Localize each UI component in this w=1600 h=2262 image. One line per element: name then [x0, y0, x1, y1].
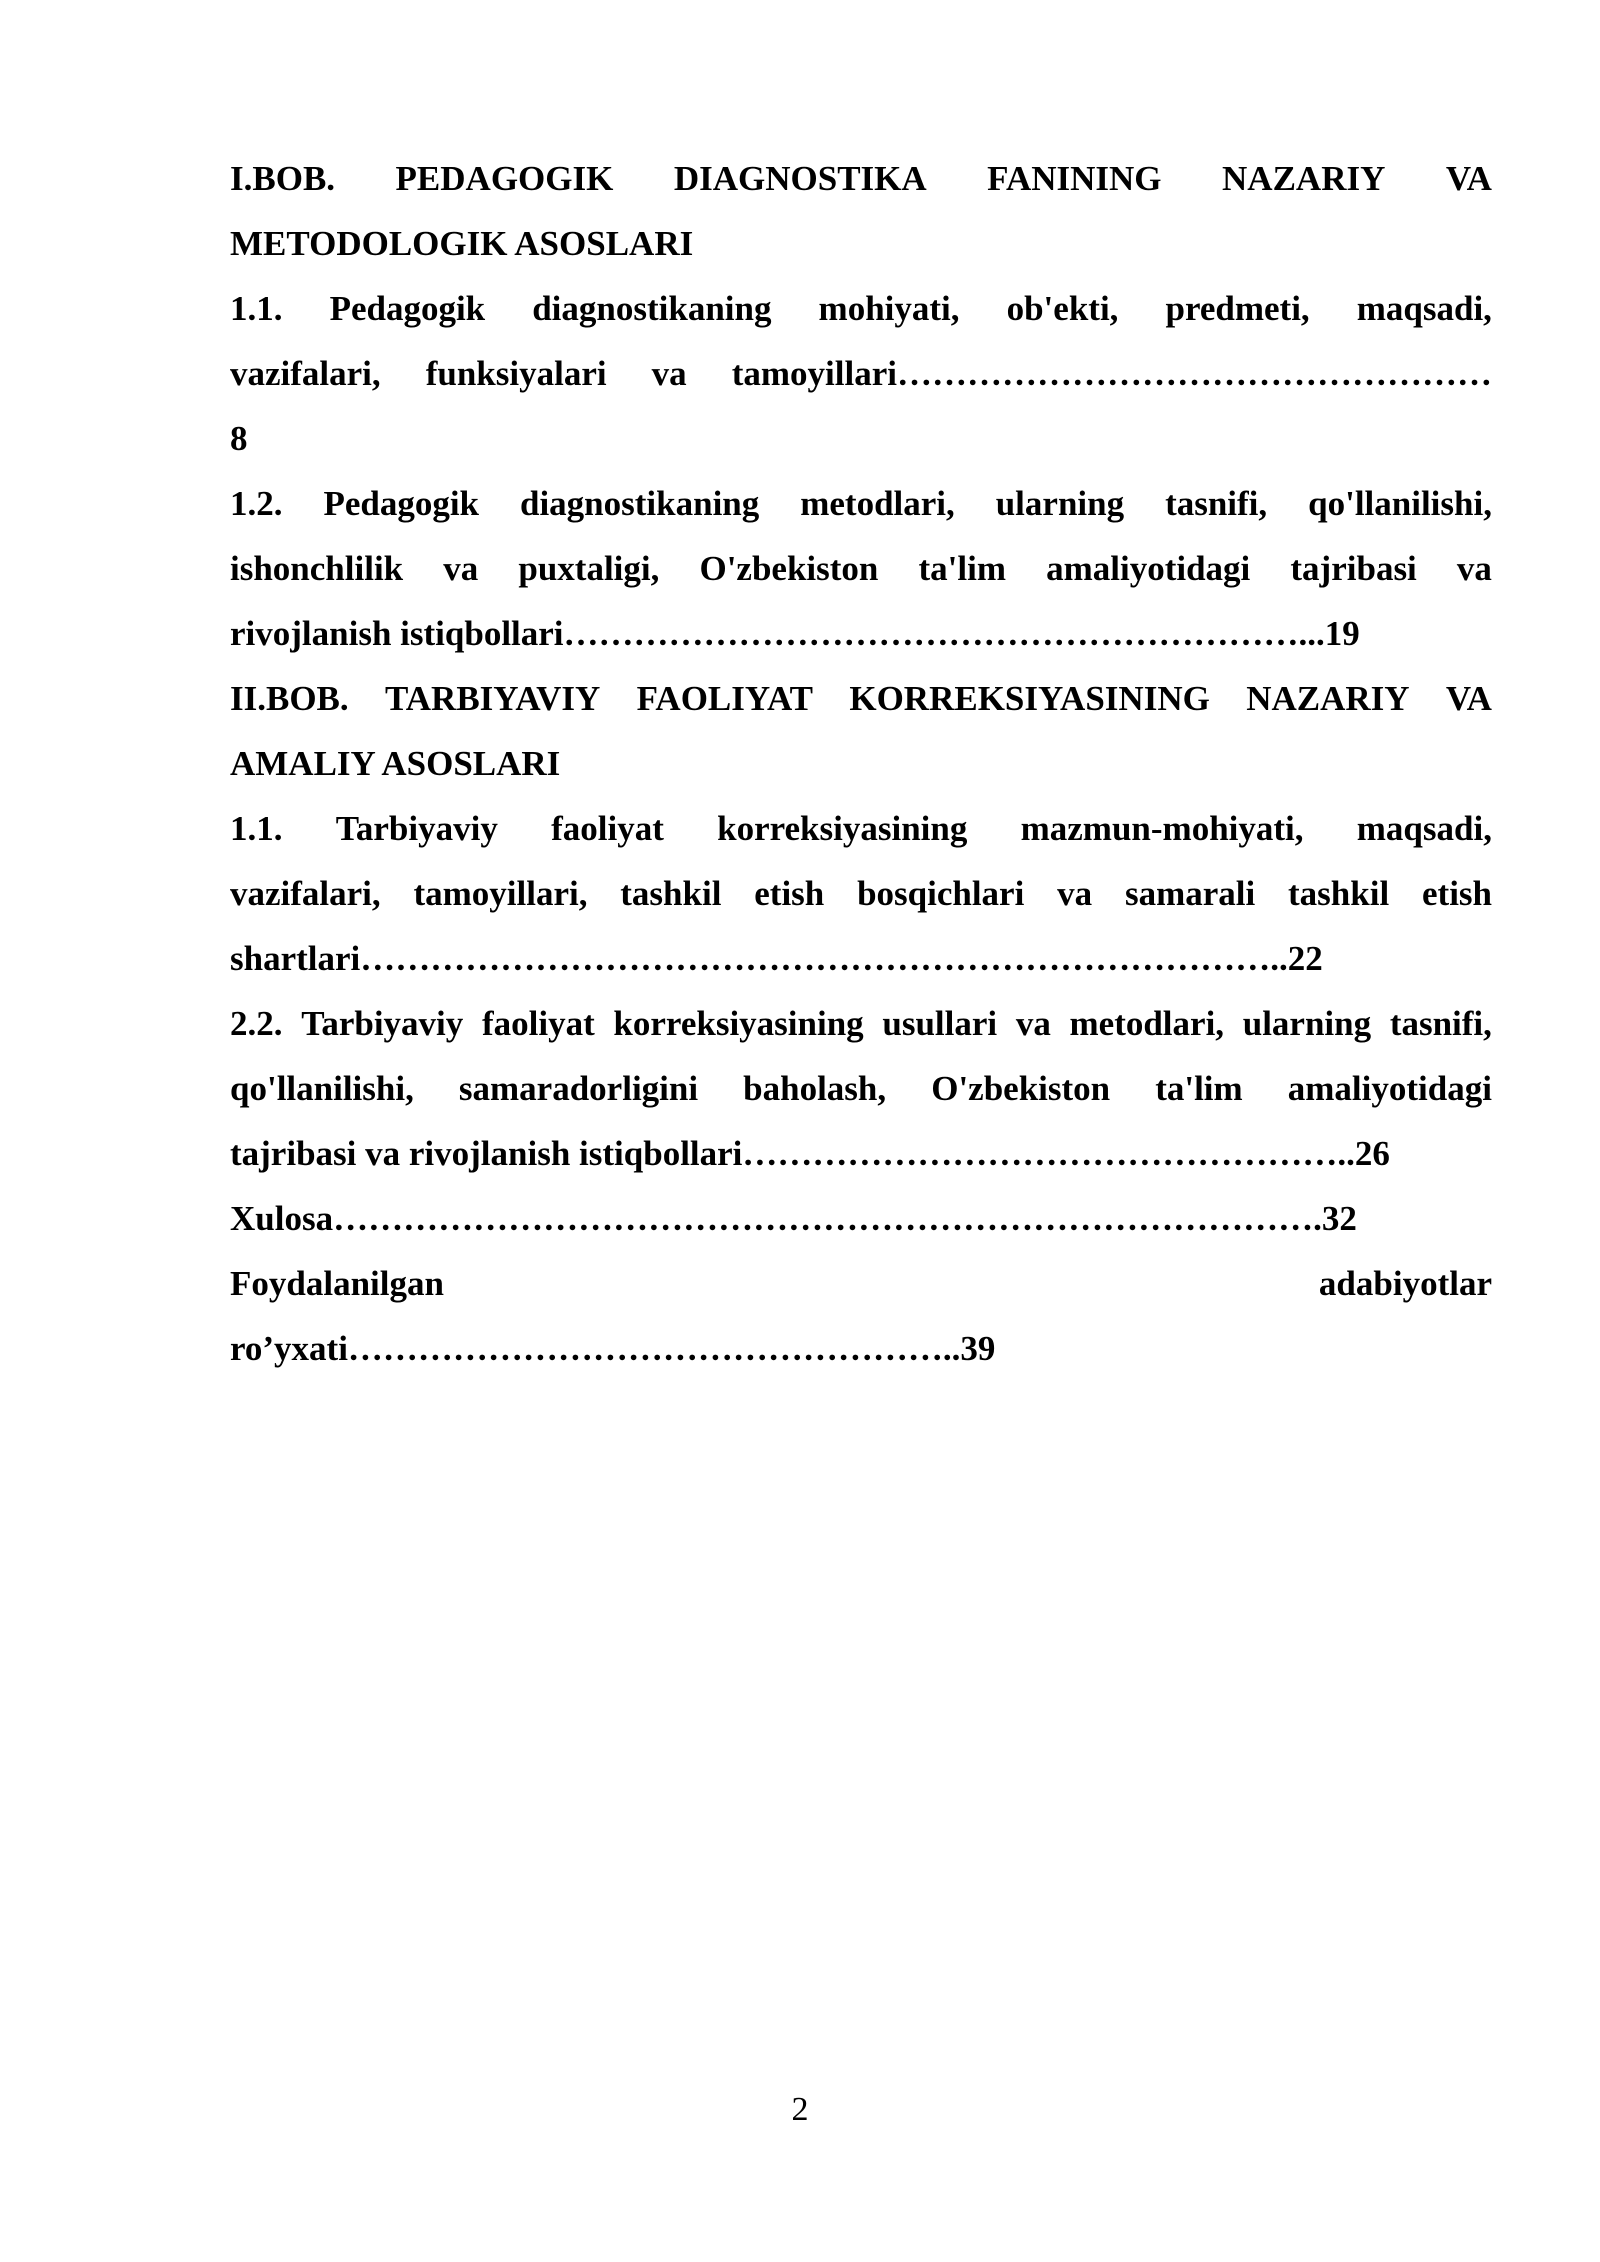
toc-word: etish [1422, 874, 1492, 913]
toc-word: Tarbiyaviy [301, 1004, 464, 1043]
toc-word: VA [1445, 679, 1492, 718]
toc-word: 1.1. [230, 809, 283, 848]
toc-line: shartlari……………………………………………………………………..22 [230, 939, 1323, 978]
toc-word: mohiyati, [818, 289, 960, 328]
toc-line: METODOLOGIK ASOSLARI [230, 224, 694, 263]
toc-word: ta'lim [918, 549, 1006, 588]
toc-word: diagnostikaning [532, 289, 772, 328]
toc-word: va [651, 354, 687, 393]
toc-word: DIAGNOSTIKA [673, 159, 927, 198]
toc-word: samarali [1124, 874, 1256, 913]
toc-line: rivojlanish istiqbollari………………………………………………………...19 [230, 614, 1360, 653]
toc-line [230, 796, 1492, 861]
toc-word: samaradorligini [458, 1069, 699, 1108]
toc-word: mazmun-mohiyati, [1020, 809, 1304, 848]
toc-word: korreksiyasining [717, 809, 968, 848]
toc-word: NAZARIY [1246, 679, 1410, 718]
toc-word: tasnifi, [1389, 1004, 1492, 1043]
toc-word: 2.2. [230, 1004, 283, 1043]
toc-word: puxtaligi, [518, 549, 660, 588]
toc-word: maqsadi, [1356, 809, 1492, 848]
toc-word: diagnostikaning [519, 484, 760, 523]
toc-word: etish [754, 874, 825, 913]
page-number: 2 [791, 2091, 809, 2128]
toc-word: ularning [995, 484, 1125, 523]
toc-word: TARBIYAVIY [385, 679, 601, 718]
toc-line [230, 536, 1492, 601]
toc-word: FAOLIYAT [636, 679, 813, 718]
toc-word: qo'llanilishi, [1308, 484, 1492, 523]
toc-line: tajribasi va rivojlanish istiqbollari……………………………………………..26 [230, 1134, 1390, 1173]
toc-word: PEDAGOGIK [395, 159, 614, 198]
toc-word: amaliyotidagi [1046, 549, 1251, 588]
toc-line [230, 341, 1492, 406]
toc-word: predmeti, [1165, 289, 1310, 328]
toc-word: Pedagogik [329, 289, 486, 328]
toc-word: tamoyillari, [413, 874, 588, 913]
toc-word: tajribasi [1290, 549, 1417, 588]
toc-word: metodlari, [800, 484, 955, 523]
table-of-contents [230, 146, 1492, 1381]
toc-word: NAZARIY [1222, 159, 1386, 198]
toc-word: O'zbekiston [699, 549, 879, 588]
toc-line [230, 471, 1492, 536]
toc-word: usullari [882, 1004, 998, 1043]
toc-word: KORREKSIYASINING [849, 679, 1210, 718]
toc-word: VA [1445, 159, 1492, 198]
toc-word: faoliyat [551, 809, 664, 848]
toc-word: ta'lim [1155, 1069, 1243, 1108]
toc-line [230, 146, 1492, 211]
toc-line [230, 861, 1492, 926]
toc-word: FANINING [987, 159, 1162, 198]
toc-word: bosqichlari [857, 874, 1025, 913]
toc-line: AMALIY ASOSLARI [230, 744, 561, 783]
toc-word: 1.1. [230, 289, 283, 328]
toc-word: maqsadi, [1356, 289, 1492, 328]
toc-word: O'zbekiston [931, 1069, 1111, 1108]
toc-line [230, 276, 1492, 341]
toc-word: qo'llanilishi, [230, 1069, 414, 1108]
toc-word: II.BOB. [230, 679, 349, 718]
toc-word: tamoyillari…………………………………………… [731, 354, 1492, 393]
toc-line: Xulosa………………………………………………………………………….32 [230, 1199, 1357, 1238]
toc-word: faoliyat [481, 1004, 595, 1043]
toc-word: ob'ekti, [1006, 289, 1119, 328]
toc-word: va [1456, 549, 1492, 588]
toc-word: I.BOB. [230, 159, 336, 198]
toc-word: va [443, 549, 479, 588]
toc-word: Foydalanilgan [230, 1264, 444, 1303]
toc-word: baholash, [743, 1069, 887, 1108]
toc-word: ishonchlilik [230, 549, 404, 588]
toc-word: metodlari, [1069, 1004, 1225, 1043]
toc-line [230, 1251, 1492, 1316]
toc-word: funksiyalari [425, 354, 607, 393]
toc-word: va [1015, 1004, 1051, 1043]
toc-word: adabiyotlar [1318, 1264, 1492, 1303]
toc-word: vazifalari, [230, 874, 381, 913]
toc-word: Tarbiyaviy [335, 809, 498, 848]
toc-word: ularning [1242, 1004, 1372, 1043]
toc-word: va [1057, 874, 1093, 913]
toc-line [230, 1056, 1492, 1121]
toc-line: 8 [230, 419, 248, 458]
toc-word: korreksiyasining [613, 1004, 864, 1043]
toc-word: tasnifi, [1165, 484, 1268, 523]
toc-word: tashkil [1288, 874, 1390, 913]
toc-line [230, 666, 1492, 731]
toc-word: tashkil [620, 874, 722, 913]
toc-word: amaliyotidagi [1287, 1069, 1492, 1108]
toc-word: vazifalari, [230, 354, 381, 393]
toc-word: 1.2. [230, 484, 283, 523]
toc-line: ro’yxati……………………………………………..39 [230, 1329, 996, 1368]
toc-line [230, 991, 1492, 1056]
toc-word: Pedagogik [323, 484, 480, 523]
